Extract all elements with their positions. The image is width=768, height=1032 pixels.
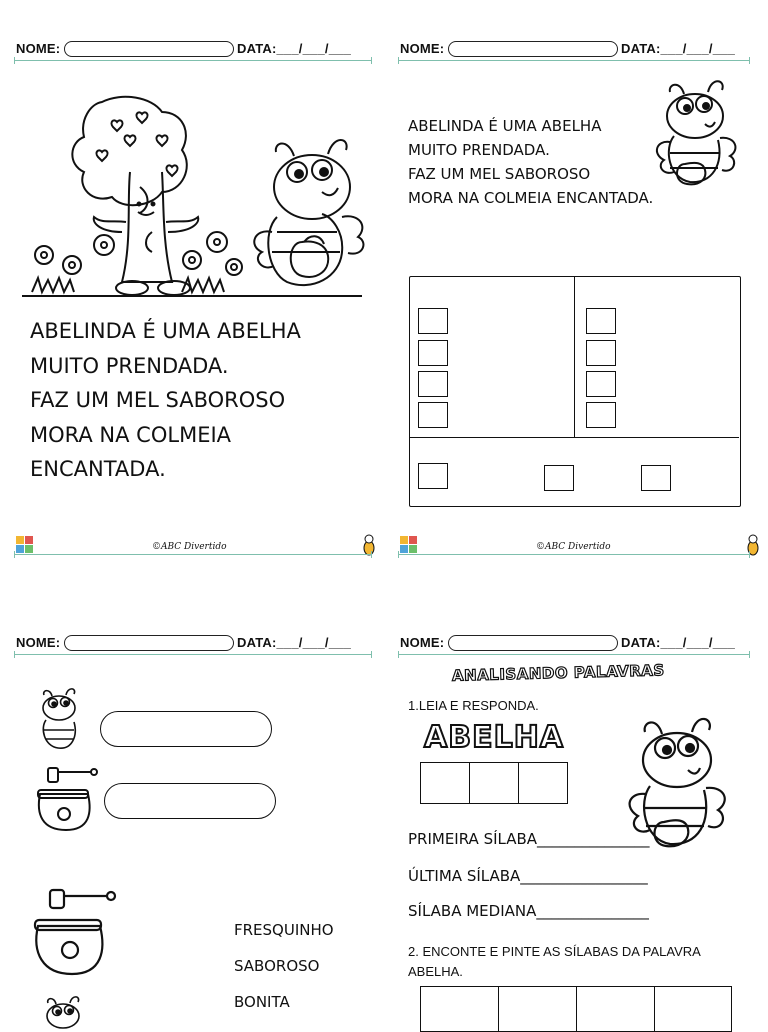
footer	[12, 536, 378, 560]
bee-illustration	[650, 68, 740, 188]
story-line: MORA NA COLMEIA	[30, 422, 232, 447]
bee-illustration	[622, 704, 732, 850]
syllable-cell[interactable]	[420, 986, 500, 1032]
word-item: SABOROSO	[234, 957, 320, 975]
story-line: ABELINDA É UMA ABELHA	[30, 319, 301, 343]
story-line: MUITO PRENDADA.	[408, 141, 550, 159]
answer-box[interactable]	[418, 371, 448, 397]
bee-icon	[34, 684, 84, 750]
abc-logo-icon	[400, 536, 418, 554]
last-syllable-prompt: ÚLTIMA SÍLABA_________________	[408, 867, 648, 885]
date-label: DATA:___/___/___	[621, 41, 735, 56]
answer-box[interactable]	[586, 308, 616, 334]
answer-box[interactable]	[586, 402, 616, 428]
footer-rule	[398, 554, 750, 555]
story-line: FAZ UM MEL SABOROSO	[30, 388, 286, 412]
header-rule	[14, 60, 372, 61]
name-label: NOME:	[400, 635, 445, 650]
story-line: ABELINDA É UMA ABELHA	[408, 117, 602, 135]
syllable-cell[interactable]	[576, 986, 656, 1032]
name-field[interactable]	[448, 635, 618, 651]
footer	[396, 536, 762, 560]
answer-box[interactable]	[586, 371, 616, 397]
bee-icon	[38, 986, 88, 1026]
question-1: 1.LEIA E RESPONDA.	[408, 698, 539, 713]
honey-pot-icon	[34, 764, 100, 836]
syllable-cell[interactable]	[654, 986, 732, 1032]
date-label: DATA:___/___/___	[621, 635, 735, 650]
story-text	[30, 314, 301, 487]
date-label: DATA:___/___/___	[237, 635, 351, 650]
syllable-cell[interactable]	[420, 762, 470, 804]
answer-table	[409, 276, 741, 507]
syllable-cell[interactable]	[518, 762, 568, 804]
first-syllable-prompt: PRIMEIRA SÍLABA_______________	[408, 830, 650, 848]
worksheet-title: ANALISANDO PALAVRAS	[451, 661, 665, 685]
syllable-cell[interactable]	[498, 986, 578, 1032]
answer-field[interactable]	[100, 711, 272, 747]
answer-box[interactable]	[544, 465, 574, 491]
honey-pot-icon	[30, 886, 120, 978]
table-divider-h	[409, 437, 739, 438]
bee-icon	[362, 534, 376, 556]
answer-box[interactable]	[418, 340, 448, 366]
footer-rule	[14, 554, 372, 555]
word-item: FRESQUINHO	[234, 921, 334, 939]
story-line: MORA NA COLMEIA ENCANTADA.	[408, 189, 654, 207]
copyright-text: ©ABC Divertido	[536, 542, 611, 552]
answer-box[interactable]	[418, 463, 448, 489]
worksheet-panel-1	[12, 34, 378, 574]
word-list	[234, 912, 334, 1020]
header-rule	[398, 654, 750, 655]
word-heading: ABELHA	[424, 720, 565, 755]
worksheet-panel-4	[396, 628, 762, 1024]
story-line: MUITO PRENDADA.	[30, 353, 229, 378]
name-field[interactable]	[448, 41, 618, 57]
word-item: BONITA	[234, 993, 290, 1011]
name-label: NOME:	[400, 41, 445, 56]
name-label: NOME:	[16, 41, 61, 56]
syllable-cell[interactable]	[469, 762, 519, 804]
story-line: ENCANTADA.	[30, 457, 166, 481]
copyright-text: ©ABC Divertido	[152, 542, 227, 552]
middle-syllable-prompt: SÍLABA MEDIANA_______________	[408, 902, 649, 920]
worksheet-panel-3	[12, 628, 378, 1024]
answer-box[interactable]	[418, 402, 448, 428]
date-label: DATA:___/___/___	[237, 41, 351, 56]
story-text	[408, 114, 653, 210]
tree-and-bee-illustration	[22, 92, 372, 302]
name-field[interactable]	[64, 41, 234, 57]
answer-box[interactable]	[586, 340, 616, 366]
header-rule	[398, 60, 750, 61]
name-label: NOME:	[16, 635, 61, 650]
answer-field[interactable]	[104, 783, 276, 819]
answer-box[interactable]	[418, 308, 448, 334]
worksheet-panel-2	[396, 34, 762, 574]
abc-logo-icon	[16, 536, 34, 554]
name-field[interactable]	[64, 635, 234, 651]
answer-box[interactable]	[641, 465, 671, 491]
question-2: 2. ENCONTE E PINTE AS SÍLABAS DA PALAVRA ABELHA.	[408, 944, 701, 979]
story-line: FAZ UM MEL SABOROSO	[408, 165, 591, 183]
header-rule	[14, 654, 372, 655]
table-divider-v	[574, 276, 575, 438]
